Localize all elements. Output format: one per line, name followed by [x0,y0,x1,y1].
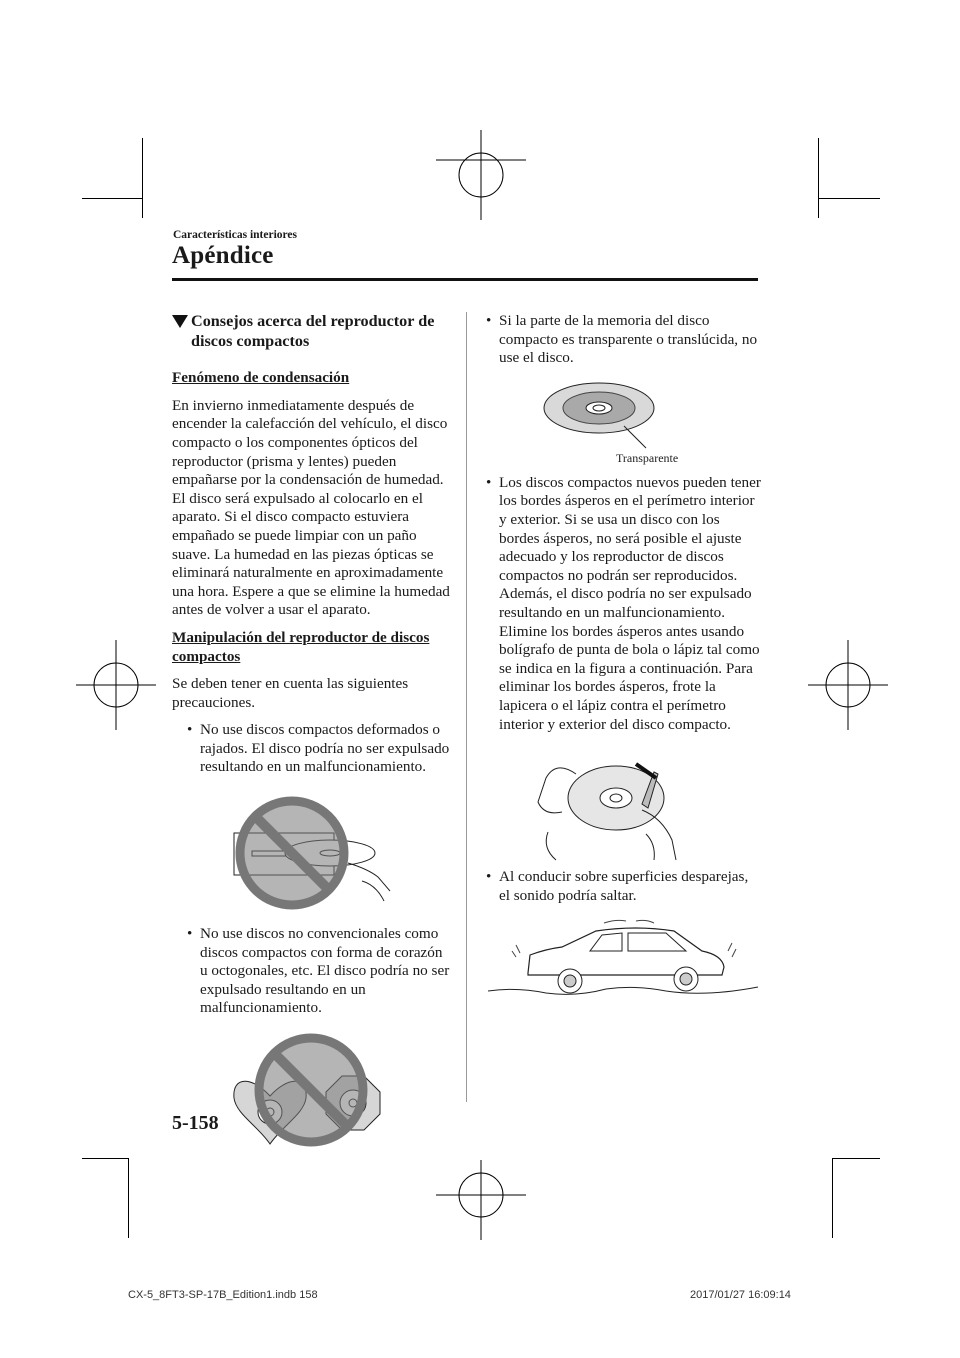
condensation-text: En invierno inmediatamente después de encender la calefacción del vehículo, el disco compacto o los componentes ópticos del reproductor (prisma y lentes) pueden empañarse por la condensación de humedad. El disco será expulsado al colocarlo en el aparato. Si el disco compacto estuviera empañado se puede limpiar con un paño suave. La humedad en las piezas ópticas se eliminará naturalmente en aproximadamente una hora. Espere a que se elimine la humedad antes de volver a usar el aparato. [172,396,450,619]
bullet-text: No use discos compactos deformados o rajados. El disco podría no ser expulsado resultando en un malfuncionamiento. [200,721,450,776]
chapter-title: Apéndice [172,242,274,269]
bullet-text: Al conducir sobre superficies desparejas, el sonido podría saltar. [499,868,749,904]
condensation-title: Fenómeno de condensación [172,369,350,387]
rough-road-car-figure [486,917,761,1001]
bullet-dot: • [187,925,193,943]
handling-title: Manipulación del reproductor de discos compactos [172,628,430,665]
triangle-icon [172,315,188,328]
section-label: Características interiores [173,229,298,241]
handling-intro: Se deben tener en cuenta las siguientes precauciones. [172,675,409,711]
right-column [486,312,761,1001]
footer-timestamp: 2017/01/27 16:09:14 [690,1289,791,1301]
registration-mark-bottom [436,1160,526,1240]
no-deformed-disc-figure [172,785,450,917]
deburr-disc-figure [486,744,761,862]
left-column [172,312,450,1150]
transparent-disc-figure [486,376,761,468]
bullet-dot: • [486,473,492,491]
section-heading [172,312,450,351]
bullet-dot: • [486,312,492,329]
header-rule [172,278,758,281]
registration-mark-left [76,640,156,730]
bullet-item [486,312,761,368]
section-heading-text: Consejos acerca del reproductor de discos compactos [191,312,435,350]
transparent-label: Transparente [616,450,679,465]
column-divider [466,312,467,1102]
bullet-dot: • [486,868,492,886]
bullet-dot: • [187,721,193,739]
registration-mark-right [808,640,888,730]
bullet-text: No use discos no convencionales como discos compactos con forma de corazón u octogonales, etc. El disco podría no ser expulsado resultando en un malfuncionamiento. [200,925,450,1017]
bullet-item [187,721,450,777]
registration-mark-top [436,130,526,220]
page-number: 5-158 [172,1112,219,1134]
bullet-text: Los discos compactos nuevos pueden tener los bordes ásperos en el perímetro interior y exterior. Si se usa un disco con los bordes ásperos, no será posible el ajuste adecuado y los reproductor de discos compactos no podrán ser reproducidos. Además, el disco podría no ser expulsado resultando en un malfuncionamiento. Elimine los bordes ásperos antes usando bolígrafo de punta de bola o lápiz tal como se indica en la figura a continuación. Para eliminar los bordes ásperos, frote la lapicera o el lápiz contra el perímetro interior y exterior del disco compacto. [499,473,761,733]
footer-file: CX-5_8FT3-SP-17B_Edition1.indb 158 [128,1289,318,1301]
bullet-item [486,868,761,905]
bullet-item [187,925,450,1018]
bullet-text: Si la parte de la memoria del disco compacto es transparente o translúcida, no use el disco. [499,312,758,367]
bullet-item [486,474,761,734]
